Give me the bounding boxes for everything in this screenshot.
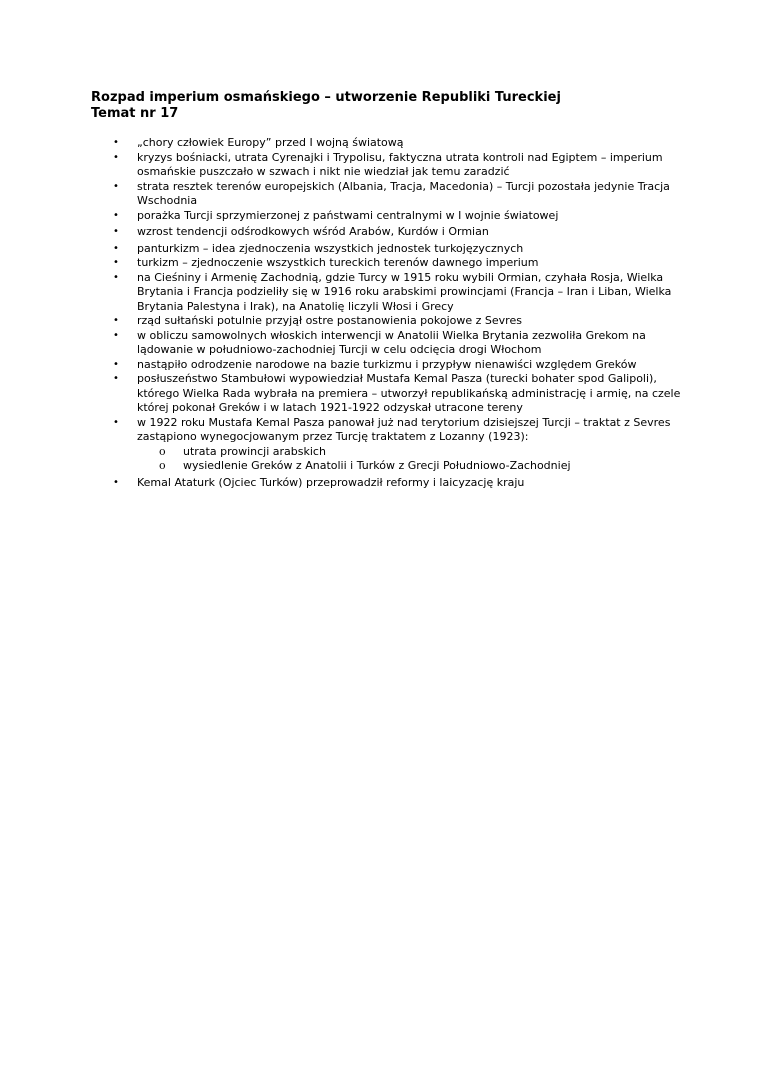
- list-item: [91, 136, 681, 151]
- bullet-list: [91, 136, 681, 490]
- document-title: [91, 90, 681, 122]
- list-item: [91, 314, 681, 329]
- document-content: [91, 90, 681, 490]
- list-item: [91, 225, 681, 240]
- bullet-icon: •: [113, 416, 119, 428]
- list-item-text: w obliczu samowolnych włoskich interwencji w Anatolii Wielka Brytania zezwoliła Grekom na lądowanie w południowo-zachodniej Turcji w celu odcięcia drogi Włochom: [137, 328, 646, 356]
- list-item-text: „chory człowiek Europy” przed I wojną światową: [137, 136, 404, 149]
- bullet-icon: •: [113, 137, 119, 148]
- bullet-icon: •: [113, 242, 119, 254]
- sub-list-item-text: utrata prowincji arabskich: [183, 444, 326, 458]
- bullet-icon: •: [113, 271, 119, 283]
- title-line-2: Temat nr 17: [91, 106, 179, 121]
- sub-bullet-list: [137, 445, 681, 474]
- list-item: [91, 209, 681, 224]
- circle-bullet-icon: o: [159, 444, 166, 458]
- list-item: [91, 329, 681, 358]
- list-item-text: posłuszeństwo Stambułowi wypowiedział Mustafa Kemal Pasza (turecki bohater spod Galipoli), którego Wielka Rada wybrała na premiera – utworzył republikańską administrację i armię, na czele której pokonał Greków i w latach 1921-1922 odzyskał utracone tereny: [137, 372, 681, 414]
- sub-list-item: [137, 445, 681, 460]
- list-item-text: panturkizm – idea zjednoczenia wszystkich jednostek turkojęzycznych: [137, 241, 524, 255]
- bullet-icon: •: [113, 226, 119, 237]
- list-item: [91, 271, 681, 315]
- list-item-text: strata resztek terenów europejskich (Albania, Tracja, Macedonia) – Turcji pozostała jedynie Tracja Wschodnia: [137, 179, 670, 207]
- list-item: [91, 416, 681, 474]
- list-item-text: Kemal Ataturk (Ojciec Turków) przeprowadził reformy i laicyzację kraju: [137, 475, 525, 489]
- bullet-icon: •: [113, 373, 119, 384]
- list-item-text: turkizm – zjednoczenie wszystkich tureckich terenów dawnego imperium: [137, 256, 539, 269]
- list-item-text: rząd sułtański potulnie przyjął ostre postanowienia pokojowe z Sevres: [137, 314, 522, 327]
- list-item: [91, 180, 681, 209]
- list-item: [91, 476, 681, 491]
- list-item-text: nastąpiło odrodzenie narodowe na bazie turkizmu i przypływ nienawiści względem Greków: [137, 357, 637, 371]
- bullet-icon: •: [113, 358, 119, 370]
- circle-bullet-icon: o: [159, 459, 166, 472]
- list-item-text: wzrost tendencji odśrodkowych wśród Arabów, Kurdów i Ormian: [137, 225, 489, 238]
- bullet-icon: •: [113, 329, 119, 341]
- list-item: [91, 242, 681, 257]
- sub-list-item: [137, 459, 681, 474]
- list-item-text: porażka Turcji sprzymierzonej z państwami centralnymi w I wojnie światowej: [137, 208, 559, 222]
- bullet-icon: •: [113, 315, 119, 326]
- list-item-text: w 1922 roku Mustafa Kemal Pasza panował już nad terytorium dzisiejszej Turcji – traktat z Sevres zastąpiono wynegocjowanym przez Turcję traktatem z Lozanny (1923):: [137, 415, 671, 443]
- list-item: [91, 358, 681, 373]
- list-item-text: na Cieśniny i Armenię Zachodnią, gdzie Turcy w 1915 roku wybili Ormian, czyhała Rosja, Wielka Brytania i Francja podzieliły się w 1916 roku arabskimi prowincjami (Francja – Iran i Liban, Wielka Brytania Palestyna i Irak), na Anatolię liczyli Włosi i Grecy: [137, 270, 672, 313]
- sub-list-item-text: wysiedlenie Greków z Anatolii i Turków z Grecji Południowo-Zachodniej: [183, 459, 571, 472]
- list-item: [91, 151, 681, 180]
- bullet-icon: •: [113, 180, 119, 192]
- bullet-icon: •: [113, 151, 119, 163]
- list-item: [91, 372, 681, 416]
- list-item-text: kryzys bośniacki, utrata Cyrenajki i Trypolisu, faktyczna utrata kontroli nad Egiptem – imperium osmańskie puszczało w szwach i nikt nie wiedział jak temu zaradzić: [137, 150, 663, 178]
- bullet-icon: •: [113, 257, 119, 268]
- title-line-1: Rozpad imperium osmańskiego – utworzenie Republiki Tureckiej: [91, 90, 561, 105]
- list-item: [91, 256, 681, 271]
- bullet-icon: •: [113, 209, 119, 221]
- bullet-icon: •: [113, 476, 119, 488]
